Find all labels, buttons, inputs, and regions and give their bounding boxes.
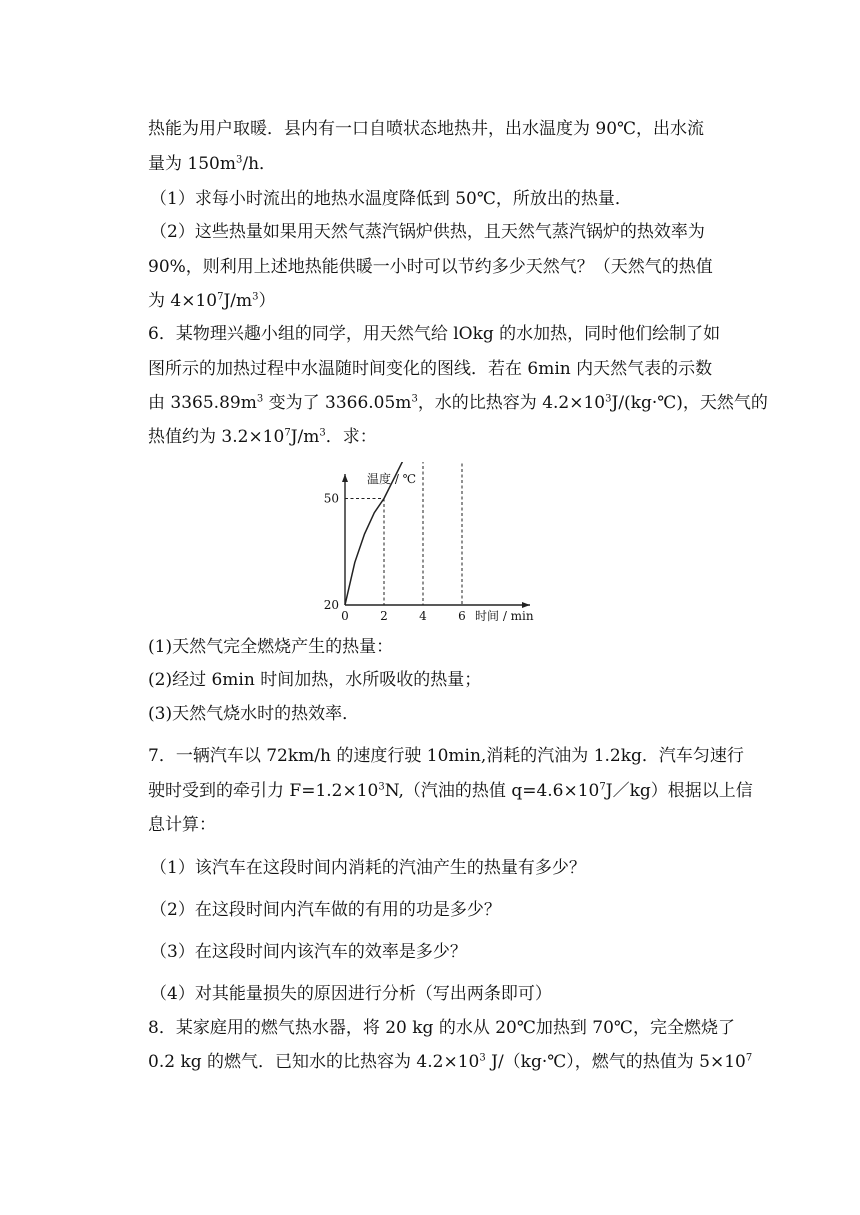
x-axis-label: 时间 / min: [475, 609, 534, 623]
text-line-6: 为 $4\times 10^7J/m^3$）: [148, 291, 276, 311]
question-6-heading: 6．某物理兴趣小组的同学，用天然气给 lOkg 的水加热，同时他们绘制了如: [148, 324, 721, 344]
text-line-15: 驶时受到的牵引力 $F=1.2\times 10^3N$,（汽油的热值 $q=4.6\times 10^7J/kg$）根据以上信: [148, 781, 753, 801]
text-line-9: 由 $3365.89m^3$ 变为了 $3366.05m^3$，水的比热容为 $4.2\times 10^3J/(kg\cdot℃)$，天然气的: [148, 393, 768, 413]
y-tick-label-1: 50: [323, 491, 339, 506]
x-tick-label-0: 0: [341, 609, 349, 623]
question-5-part-1: （1）求每小时流出的地热水温度降低到 50℃，所放出的热量．: [150, 189, 632, 209]
question-7-part-1: （1）该汽车在这段时间内消耗的汽油产生的热量有多少？: [150, 858, 586, 878]
x-tick-label-1: 2: [380, 609, 388, 623]
text-line-16: 息计算：: [148, 815, 216, 835]
question-7-part-3: （3）在这段时间内该汽车的效率是多少？: [150, 942, 467, 962]
question-6-part-2: (2)经过 6min 时间加热，水所吸收的热量；: [148, 670, 482, 690]
question-6-part-1: (1)天然气完全燃烧产生的热量：: [148, 637, 394, 657]
question-7-part-4: （4）对其能量损失的原因进行分析（写出两条即可）: [150, 984, 552, 1004]
question-8-heading: 8．某家庭用的燃气热水器，将 20 kg 的水从 20℃加热到 70℃，完全燃烧了: [148, 1018, 735, 1038]
y-axis-arrow-icon: [342, 474, 348, 482]
text-line-8: 图所示的加热过程中水温随时间变化的图线．若在 6min 内天然气表的示数: [148, 359, 713, 379]
text-line-1: 热能为用户取暖．县内有一口自喷状态地热井，出水温度为 90℃，出水流: [148, 119, 705, 139]
question-5-part-2: （2）这些热量如果用天然气蒸汽锅炉供热，且天然气蒸汽锅炉的热效率为: [150, 222, 705, 242]
question-7-part-2: （2）在这段时间内汽车做的有用的功是多少？: [150, 900, 501, 920]
question-7-heading: 7．一辆汽车以 72km/h 的速度行驶 10min,消耗的汽油为 1.2kg．汽车匀速行: [148, 746, 744, 766]
x-axis-arrow-icon: [522, 602, 530, 608]
x-tick-label-2: 4: [419, 609, 427, 623]
chart-svg: [305, 462, 555, 630]
temperature-time-chart: [305, 462, 555, 630]
text-line-5: 90%，则利用上述地热能供暖一小时可以节约多少天然气？（天然气的热值: [148, 257, 713, 277]
y-tick-label-0: 20: [323, 598, 339, 612]
text-line-2: 量为 $150m^3/h$．: [148, 154, 277, 174]
x-tick-label-3: 6: [458, 609, 466, 623]
text-line-22: 0.2 kg 的燃气．已知水的比热容为 $4.2\times 10^3$ J/（kg·℃），燃气的热值为 $5\times 10^7$: [148, 1052, 753, 1072]
question-6-part-3: (3)天然气烧水时的热效率．: [148, 704, 360, 724]
text-line-10: 热值约为 $3.2\times 10^7J/m^3$．求：: [148, 427, 377, 447]
y-axis-label: 温度 / ℃: [367, 472, 417, 486]
